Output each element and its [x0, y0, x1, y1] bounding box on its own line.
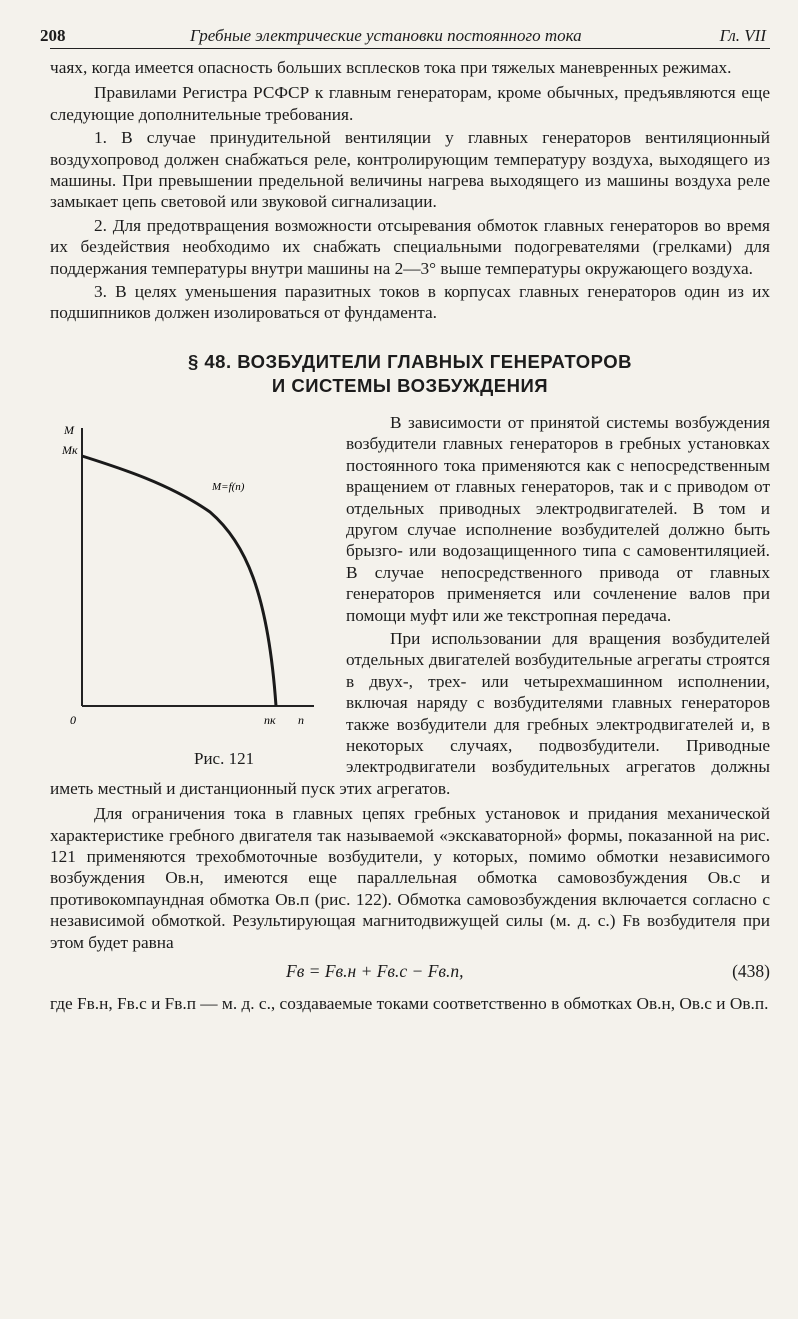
torque-speed-curve — [82, 456, 276, 706]
equation-expression: Fв = Fв.н + Fв.с − Fв.п, — [286, 961, 464, 982]
equation-number: (438) — [732, 961, 770, 982]
paragraph-where: где Fв.н, Fв.с и Fв.п — м. д. с., создаваемые токами соответственно в обмотках Oв.н, Oв.с и Oв.п. — [50, 994, 769, 1014]
paragraph-item-2: 2. Для предотвращения возможности отсыревания обмоток главных генераторов во время их бездействия необходимо их снабжать специальными подогревателями (грелками) для поддержания температуры внутри машины на 2—3° выше температуры окружающего воздуха. — [50, 215, 770, 278]
y-axis-k-label: Mк — [62, 442, 78, 457]
section-heading-line-2: И СИСТЕМЫ ВОЗБУЖДЕНИЯ — [271, 374, 549, 396]
running-title: Гребные электрические установки постоянного тока — [190, 26, 582, 45]
paragraph-item-3: 3. В целях уменьшения паразитных токов в корпусах главных генераторов один из их подшипников должен изолироваться от фундамента. — [50, 282, 770, 323]
figure-121-plot — [40, 414, 330, 772]
section-heading — [50, 350, 770, 398]
paragraph-three-winding: Для ограничения тока в главных цепях гребных установок и придания механической характеристике гребного двигателя так называемой «экскаваторной» формы, показанной на рис. 121 применяются трехобмоточные возбудители, у которых, помимо обмотки независимого возбуждения Oв.н, имеются еще параллельная обмотка самовозбуждения Oв.с и противокомпаундная обмотка Oв.п (рис. 122). Обмотка самовозбуждения включается согласно с независимой обмоткой. Результирующая магнитодвижущей силы (м. д. с.) Fв возбудителя при этом будет равна — [50, 804, 770, 952]
y-axis-label: M — [64, 422, 74, 437]
figure-caption: Рис. 121 — [194, 748, 255, 768]
book-page — [40, 26, 770, 1014]
x-axis-label: n — [298, 712, 304, 727]
paragraph-exciter-units: При использовании для вращения возбудителей отдельных двигателей возбудительные агрегаты строятся в двух-, трех- или четырехмашинном исполнении, включая наряду с возбудителями главных генераторов также возбудители для гребных электродвигателей и, в некоторых случаях, подвозбудители. Приводные электродвигатели возбудительных агрегатов должны иметь местный и дистанционный пуск этих агрегатов. — [50, 628, 770, 798]
x-axis-k-label: nк — [264, 712, 276, 727]
origin-label: 0 — [70, 712, 76, 727]
paragraph-continuation: чаях, когда имеется опасность больших всплесков тока при тяжелых маневренных режимах. — [50, 58, 732, 77]
chapter-label: Гл. VII — [719, 26, 766, 45]
paragraph-item-1: 1. В случае принудительной вентиляции у главных генераторов вентиляционный воздухопровод должен снабжаться реле, контролирующим температуру воздуха, выходящего из машины. При превышении предельной величины нагрева выходящего из машины воздуха реле замыкает цепь световой или звуковой сигнализации. — [50, 128, 770, 212]
paragraph-register-rules: Правилами Регистра РСФСР к главным генераторам, кроме обычных, предъявляются еще следующие дополнительные требования. — [50, 83, 770, 124]
running-header — [40, 26, 770, 49]
equation-438 — [50, 957, 770, 987]
section-heading-line-1: § 48. ВОЗБУДИТЕЛИ ГЛАВНЫХ ГЕНЕРАТОРОВ — [187, 350, 633, 372]
paragraph-exciter-drive-text: В зависимости от принятой системы возбуждения возбудители главных генераторов в гребных установках постоянного тока применяются как с непосредственным вращением от главных генераторов, так и с приводом от отдельных приводных электродвигателей. В том и другом случае исполнение возбудителей должно быть брызго- или водозащищенного типа с самовентиляцией. В случае непосредственного привода от главных генераторов применяется или сочленение валов при помощи муфт или же текстропная передача. — [346, 412, 770, 625]
figure-121 — [40, 414, 330, 772]
page-number: 208 — [40, 26, 66, 45]
curve-label: M=f(n) — [212, 480, 245, 493]
